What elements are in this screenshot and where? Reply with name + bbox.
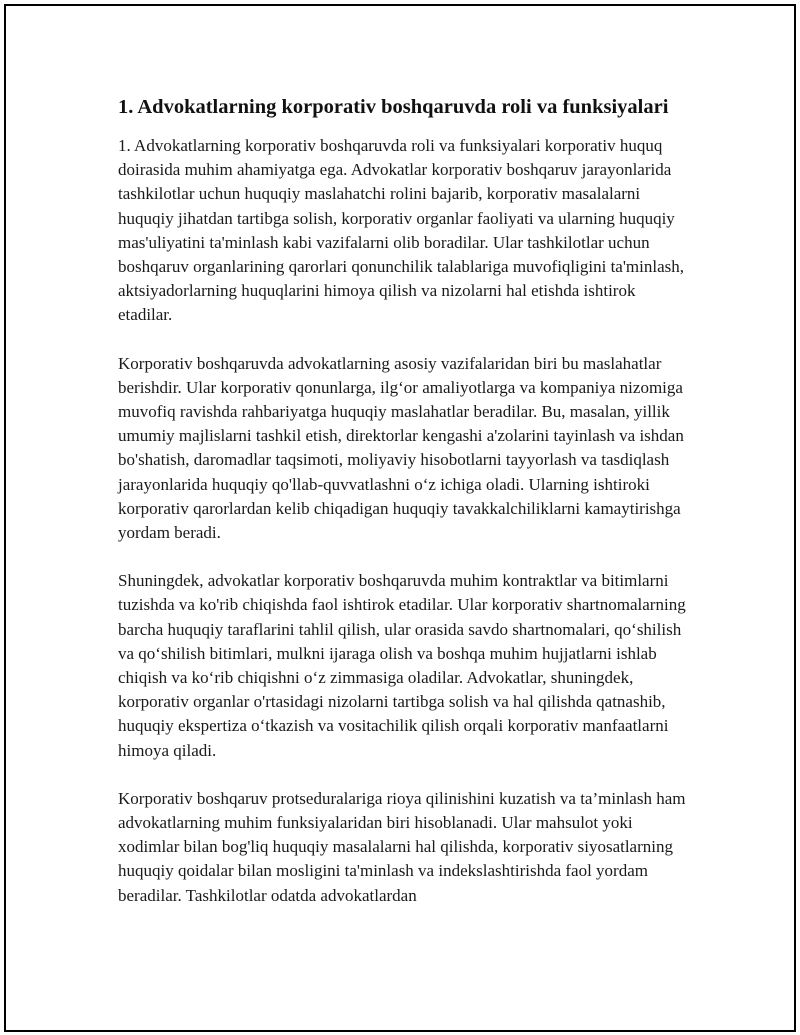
paragraph-1: 1. Advokatlarning korporativ boshqaruvda roli va funksiyalari korporativ huquq doirasida muhim ahamiyatga ega. Advokatlar korporativ boshqaruv jarayonlarida tashkilotlar uchun huquqiy maslahatchi rolini bajarib, korporativ masalalarni huquqiy jihatdan tartibga solish, korporativ organlar faoliyati va ularning huquqiy mas'uliyatini ta'minlash kabi vazifalarni olib boradilar. Ular tashkilotlar uchun boshqaruv organlarining qarorlari qonunchilik talablariga muvofiqligini ta'minlash, aktsiyadorlarning huquqlarini himoya qilish va nizolarni hal etishda ishtirok etadilar. xyxy=(118,136,684,325)
paragraph-2: Korporativ boshqaruvda advokatlarning asosiy vazifalaridan biri bu maslahatlar berishdir. Ular korporativ qonunlarga, ilg‘or amaliyotlarga va kompaniya nizomiga muvofiq ravishda rahbariyatga huquqiy maslahatlar beradilar. Bu, masalan, yillik umumiy majlislarni tashkil etish, direktorlar kengashi a'zolarini tayinlash va ishdan bo'shatish, daromadlar taqsimoti, moliyaviy hisobotlarni tayyorlash va tasdiqlash jarayonlarida huquqiy qo'llab-quvvatlashni o‘z ichiga oladi. Ularning ishtiroki korporativ qarorlardan kelib chiqadigan huquqiy tavakkalchiliklarni kamaytirishga yordam beradi. xyxy=(118,353,684,543)
document-title: 1. Advokatlarning korporativ boshqaruvda roli va funksiyalari xyxy=(118,96,669,118)
paragraph-4: Korporativ boshqaruv protseduralariga rioya qilinishini kuzatish va ta’minlash ham advokatlarning muhim funksiyalaridan biri hisoblanadi. Ular mahsulot yoki xodimlar bilan bog'liq huquqiy masalalarni hal qilishda, korporativ siyosatlarning huquqiy qoidalar bilan mosligini ta'minlash va indekslashtirishda faol yordam beradilar. Tashkilotlar odatda advokatlardan xyxy=(118,788,686,905)
document-body xyxy=(118,94,688,932)
paragraph-3: Shuningdek, advokatlar korporativ boshqaruvda muhim kontraktlar va bitimlarni tuzishda va ko'rib chiqishda faol ishtirok etadilar. Ular korporativ shartnomalarning barcha huquqiy taraflarini tahlil qilish, ular orasida savdo shartnomalari, qo‘shilish va qo‘shilish bitimlari, mulkni ijaraga olish va boshqa muhim hujjatlarni ishlab chiqish va ko‘rib chiqishni o‘z zimmasiga oladilar. Advokatlar, shuningdek, korporativ organlar o'rtasidagi nizolarni tartibga solish va hal qilishda qatnashib, huquqiy ekspertiza o‘tkazish va vositachilik qilish orqali korporativ manfaatlarni himoya qiladi. xyxy=(118,571,686,760)
